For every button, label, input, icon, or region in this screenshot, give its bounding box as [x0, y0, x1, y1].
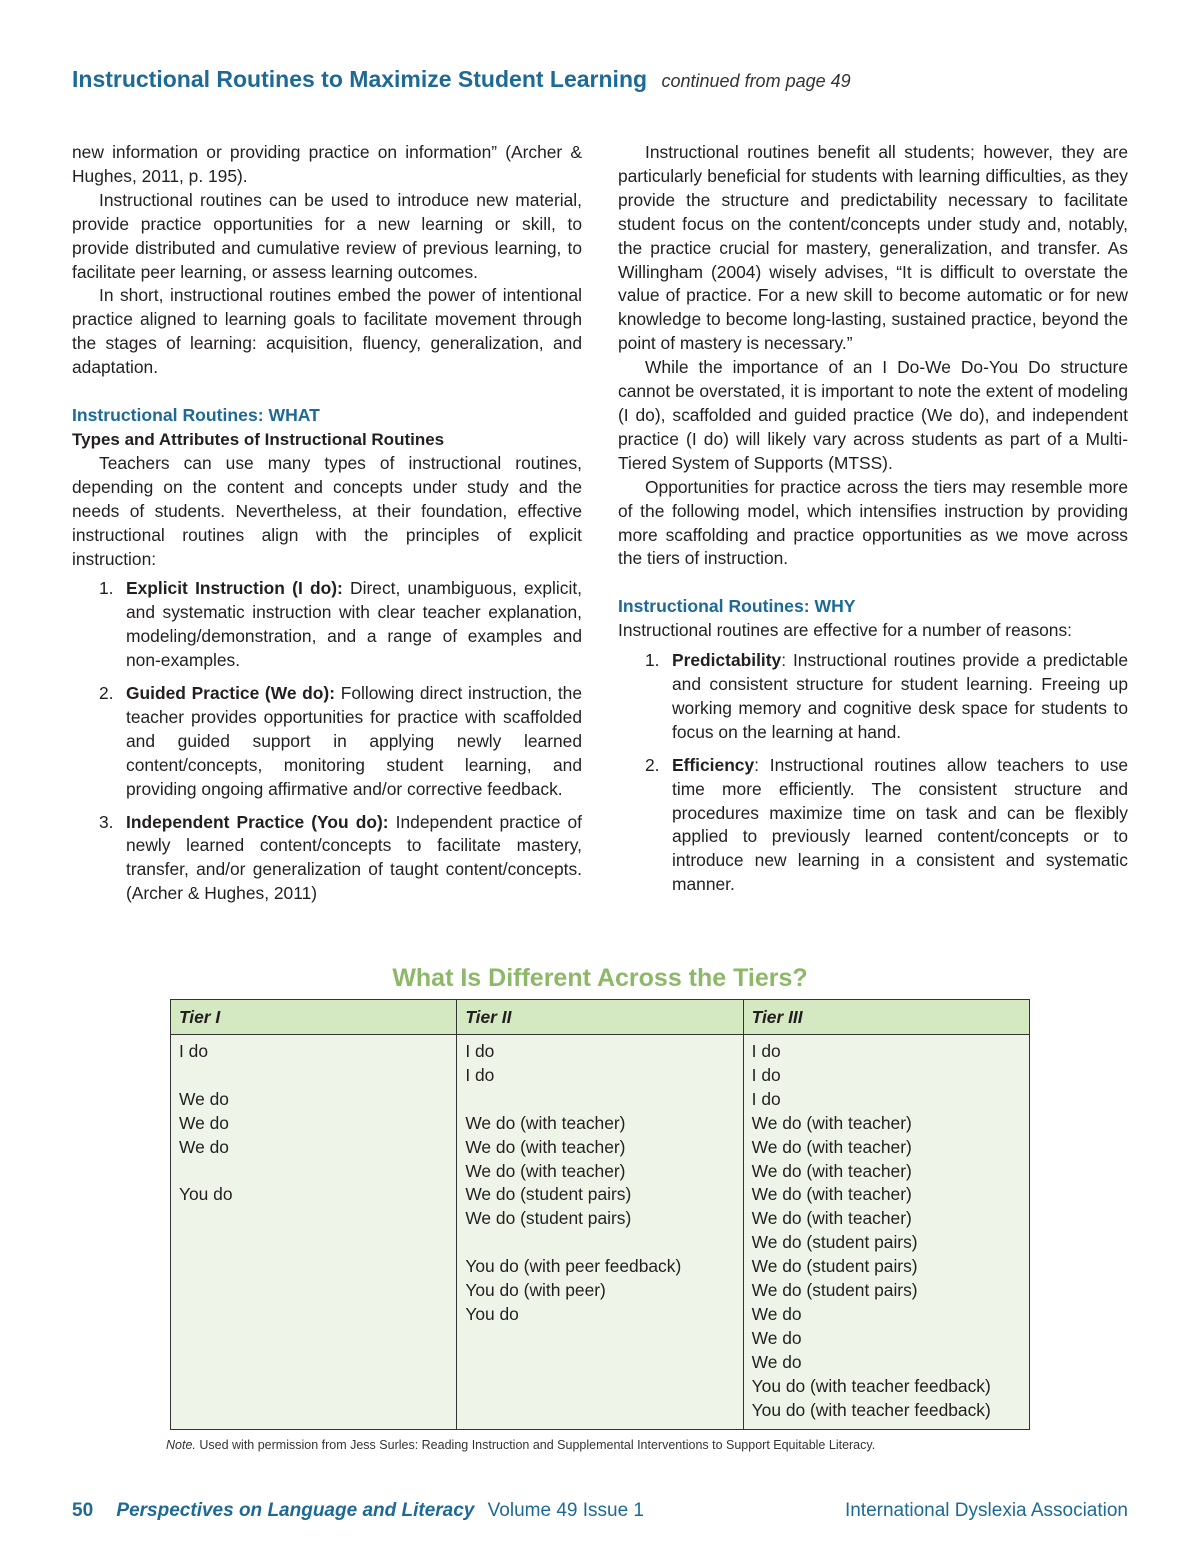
table-cell-line: We do (student pairs)	[751, 1232, 918, 1253]
table-cell-line	[179, 1160, 448, 1184]
page-header	[72, 66, 851, 93]
table-cell-line: You do	[179, 1184, 233, 1205]
table-cell-line: We do (with teacher)	[465, 1136, 626, 1157]
header-tier-3: Tier III	[743, 1000, 1029, 1035]
list-item	[618, 649, 1128, 745]
list-term: Explicit Instruction (I do):	[126, 578, 343, 599]
tier-1-cell	[171, 1035, 457, 1430]
table-cell-line	[179, 1064, 448, 1088]
paragraph: Instructional routines can be used to introduce new material, provide practice opportunities for a new learning or skill, to provide distributed and cumulative review of previous learning, to facilitate peer learning, or assess learning outcomes.	[72, 189, 582, 282]
table-cell-line: I do	[751, 1064, 781, 1085]
table-header-row	[171, 1000, 1030, 1035]
table-cell-line: We do (student pairs)	[465, 1184, 632, 1205]
table-cell-line: I do	[751, 1041, 781, 1061]
table-cell-line: We do (with teacher)	[751, 1136, 912, 1157]
paragraph: Instructional routines benefit all students; however, they are particularly beneficial for students with learning difficulties, as they provide the structure and predictability necessary to facilitate student focus on the content/concepts under study and, notably, the practice crucial for mastery, generalization, and transfer. As Willingham (2004) wisely advises, “It is difficult to overstate the value of practice. For a new skill to become automatic or for new knowledge to become long-lasting, sustained practice, beyond the point of mastery is necessary.”	[618, 142, 1128, 354]
list-term: Efficiency	[672, 754, 755, 775]
list-number: 2.	[645, 754, 660, 775]
organization-name: International Dyslexia Association	[844, 1500, 1128, 1521]
explicit-instruction-list	[72, 577, 582, 906]
table-note	[166, 1438, 875, 1452]
paragraph: Teachers can use many types of instructional routines, depending on the content and concepts under study and the needs of students. Nevertheless, at their foundation, effective instructional routines align with the principles of explicit instruction:	[72, 452, 582, 569]
table-cell-line: We do	[751, 1351, 802, 1372]
table-row	[171, 1035, 1030, 1430]
article-title: Instructional Routines to Maximize Student Learning	[72, 66, 648, 92]
right-column	[618, 141, 1128, 906]
note-text: Used with permission from Jess Surles: Reading Instruction and Supplemental Interventions to Support Equitable Literacy.	[195, 1438, 876, 1452]
paragraph: Opportunities for practice across the tiers may resemble more of the following model, which intensifies instruction by providing more scaffolding and practice opportunities as we move across the tiers of instruction.	[618, 476, 1128, 569]
list-number: 1.	[645, 650, 660, 671]
table-cell-line: You do (with peer)	[465, 1280, 606, 1301]
table-cell-line: We do	[751, 1327, 802, 1348]
list-item	[72, 811, 582, 907]
table-cell-line: You do (with peer feedback)	[465, 1256, 682, 1277]
paragraph: In short, instructional routines embed the power of intentional practice aligned to learning goals to facilitate movement through the stages of learning: acquisition, fluency, generalization, and adaptation.	[72, 285, 582, 378]
list-term: Predictability	[672, 650, 782, 671]
list-text: Following direct instruction, the teacher provides opportunities for practice with scaffolded and guided support in applying newly learned content/concepts, monitoring student learning, and providing ongoing affirmative and/or corrective feedback.	[126, 683, 582, 799]
list-text: : Instructional routines provide a predictable and consistent structure for student learning. Freeing up working memory and cognitive desk space for students to focus on the learning at hand.	[672, 650, 1128, 742]
tiers-table	[170, 999, 1030, 1430]
journal-name: Perspectives on Language and Literacy	[116, 1500, 475, 1521]
list-number: 2.	[99, 683, 114, 704]
note-label: Note.	[166, 1438, 196, 1452]
table-cell-line: I do	[465, 1041, 495, 1061]
list-item	[72, 682, 582, 802]
paragraph: new information or providing practice on information” (Archer & Hughes, 2011, p. 195).	[72, 142, 582, 186]
table-title: What Is Different Across the Tiers?	[392, 964, 808, 992]
list-item	[72, 577, 582, 673]
table-cell-line: I do	[179, 1041, 209, 1061]
paragraph: Instructional routines are effective for a number of reasons:	[618, 620, 1073, 641]
table-cell-line: We do (student pairs)	[465, 1208, 632, 1229]
list-term: Guided Practice (We do):	[126, 683, 336, 704]
table-cell-line: We do (with teacher)	[751, 1112, 912, 1133]
table-cell-line	[465, 1088, 734, 1112]
section-heading-what: Instructional Routines: WHAT	[72, 405, 320, 426]
table-cell-line: We do (with teacher)	[465, 1112, 626, 1133]
table-cell-line: We do	[179, 1088, 229, 1109]
table-cell-line: You do (with teacher feedback)	[751, 1375, 991, 1396]
paragraph: While the importance of an I Do-We Do-You Do structure cannot be overstated, it is important to note the extent of modeling (I do), scaffolded and guided practice (We do), and independent practice (I do) will likely vary across students as part of a Multi-Tiered System of Supports (MTSS).	[618, 357, 1128, 473]
list-number: 1.	[99, 578, 114, 599]
table-cell-line: I do	[465, 1064, 495, 1085]
continued-note: continued from page 49	[661, 71, 851, 91]
table-cell-line: We do	[179, 1136, 229, 1157]
tier-2-cell	[457, 1035, 743, 1430]
section-heading-why: Instructional Routines: WHY	[618, 596, 856, 617]
table-cell-line: We do (student pairs)	[751, 1280, 918, 1301]
page-footer	[72, 1500, 1128, 1522]
table-cell-line: We do	[179, 1112, 229, 1133]
list-item	[618, 754, 1128, 897]
volume-issue: Volume 49 Issue 1	[487, 1500, 644, 1521]
table-cell-line: We do (with teacher)	[751, 1208, 912, 1229]
table-cell-line: You do	[465, 1303, 519, 1324]
list-term: Independent Practice (You do):	[126, 811, 389, 832]
table-cell-line: We do (with teacher)	[751, 1184, 912, 1205]
subheading-types: Types and Attributes of Instructional Routines	[72, 429, 445, 449]
tier-3-cell	[743, 1035, 1029, 1430]
reasons-list	[618, 649, 1128, 897]
list-text: : Instructional routines allow teachers to use time more efficiently. The consistent structure and procedures maximize time on task and can be flexibly applied to previously learned content/concepts or to introduce new learning in a consistent and systematic manner.	[672, 754, 1128, 895]
page-number: 50	[72, 1500, 94, 1521]
left-column	[72, 141, 582, 915]
list-number: 3.	[99, 811, 114, 832]
table-cell-line	[465, 1231, 734, 1255]
table-cell-line: We do	[751, 1303, 802, 1324]
table-cell-line: We do (student pairs)	[751, 1256, 918, 1277]
table-cell-line: We do (with teacher)	[751, 1160, 912, 1181]
table-cell-line: You do (with teacher feedback)	[751, 1399, 991, 1420]
list-text: Direct, unambiguous, explicit, and systematic instruction with clear teacher explanation, modeling/demonstration, and a range of examples and non-examples.	[126, 578, 582, 671]
header-tier-2: Tier II	[457, 1000, 743, 1035]
table-cell-line: I do	[751, 1088, 781, 1109]
table-cell-line: We do (with teacher)	[465, 1160, 626, 1181]
header-tier-1: Tier I	[171, 1000, 457, 1035]
list-text: Independent practice of newly learned content/concepts to facilitate mastery, transfer, and/or generalization of taught content/concepts. (Archer & Hughes, 2011)	[126, 811, 582, 904]
